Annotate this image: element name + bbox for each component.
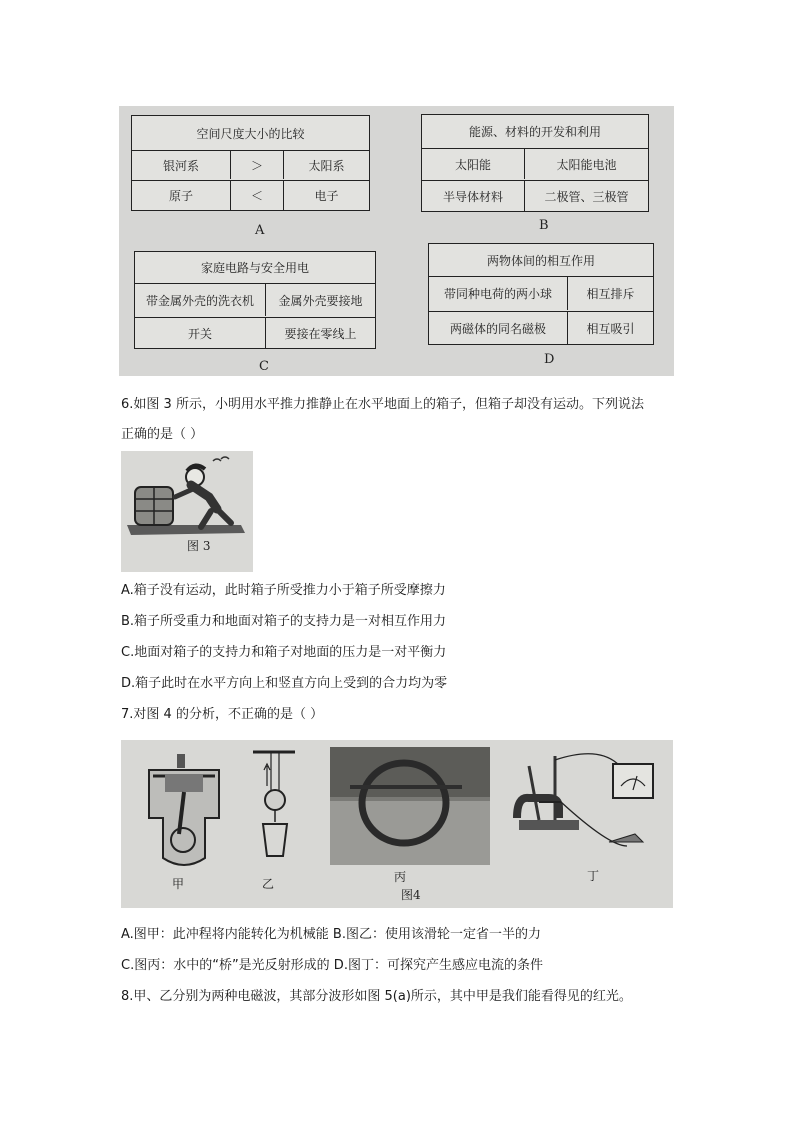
- table-cell: 带同种电荷的两小球: [443, 287, 552, 301]
- table-cell: ＜: [230, 181, 283, 210]
- engine-cylinder-illustration: [139, 748, 229, 873]
- tables-figure: [119, 106, 674, 376]
- q6-option-b: B.箱子所受重力和地面对箱子的支持力是一对相互作用力: [121, 614, 447, 629]
- rope: [271, 752, 279, 790]
- table-row: [132, 151, 369, 179]
- table-d: [428, 243, 654, 345]
- induction-apparatus-illustration: [509, 746, 669, 871]
- figure-3-caption: 图 3: [187, 539, 211, 553]
- table-row: [422, 180, 648, 211]
- table-b: [421, 114, 649, 212]
- table-cell: 相互排斥: [567, 277, 653, 310]
- stand: [529, 756, 555, 820]
- pulley-illustration: [249, 746, 299, 866]
- q6-option-d: D.箱子此时在水平方向上和竖直方向上受到的合力均为零: [121, 676, 448, 691]
- q7-options-line2: C.图丙：水中的“桥”是光反射形成的 D.图丁：可探究产生感应电流的条件: [121, 958, 543, 973]
- table-c-title: 家庭电路与安全用电: [135, 252, 375, 284]
- table-cell: 太阳能: [454, 157, 491, 172]
- table-row: [135, 284, 375, 316]
- table-row: [429, 311, 653, 344]
- figure-4-label-yi: 乙: [262, 877, 275, 891]
- table-cell: 相互吸引: [567, 312, 653, 344]
- figure-4-label-jia: 甲: [172, 877, 185, 891]
- table-c: [134, 251, 376, 349]
- table-row: [132, 180, 369, 210]
- table-cell: 半导体材料: [442, 189, 503, 204]
- figure-3: [121, 451, 253, 572]
- spark-plug: [177, 754, 185, 768]
- table-cell: 银河系: [162, 158, 199, 173]
- table-cell: ＞: [230, 151, 283, 179]
- boy-arm: [175, 489, 193, 497]
- table-a: [131, 115, 370, 211]
- table-row: [422, 149, 648, 179]
- table-cell: 带金属外壳的洗衣机: [145, 293, 254, 308]
- base: [519, 820, 579, 830]
- table-cell: 太阳系: [283, 151, 369, 179]
- q6-option-a: A.箱子没有运动，此时箱子所受推力小于箱子所受摩擦力: [121, 583, 446, 598]
- figure-4-caption: 图4: [401, 888, 421, 902]
- table-cell: 开关: [187, 327, 212, 341]
- panel-label-b: B: [539, 218, 549, 233]
- table-b-title: 能源、材料的开发和利用: [422, 115, 648, 149]
- figure-4: [121, 740, 673, 908]
- trees: [330, 747, 490, 797]
- galvanometer: [613, 764, 653, 798]
- table-row: [135, 317, 375, 349]
- bridge-reflection-photo: [330, 747, 490, 865]
- q7-stem: 7.对图 4 的分析，不正确的是（ ）: [121, 707, 324, 722]
- q8-stem: 8.甲、乙分别为两种电磁波，其部分波形如图 5(a)所示，其中甲是我们能看得见的红光。: [121, 989, 632, 1004]
- panel-label-d: D: [544, 352, 555, 367]
- effort-marks: [213, 457, 229, 461]
- piston: [165, 774, 203, 792]
- boy-legs: [201, 509, 231, 527]
- table-cell: 两磁体的同名磁极: [449, 321, 546, 336]
- table-cell: 要接在零线上: [265, 318, 375, 349]
- pulley-wheel: [265, 790, 285, 810]
- pull-arrow: [264, 764, 270, 786]
- table-a-title: 空间尺度大小的比较: [132, 116, 369, 151]
- panel-label-a: A: [255, 223, 265, 238]
- switch: [609, 834, 643, 842]
- table-cell: 金属外壳要接地: [265, 284, 375, 316]
- figure-4-label-bing: 丙: [394, 870, 407, 884]
- figure-4-label-ding: 丁: [587, 869, 600, 883]
- q6-stem-line1: 6.如图 3 所示，小明用水平推力推静止在水平地面上的箱子，但箱子却没有运动。下列说法: [121, 397, 644, 412]
- table-cell: 太阳能电池: [524, 149, 648, 179]
- table-cell: 电子: [283, 181, 369, 210]
- q6-option-c: C.地面对箱子的支持力和箱子对地面的压力是一对平衡力: [121, 645, 447, 660]
- table-cell: 二极管、三极管: [524, 181, 648, 211]
- q7-options-line1: A.图甲：此冲程将内能转化为机械能 B.图乙：使用该滑轮一定省一半的力: [121, 927, 541, 942]
- table-row: [429, 277, 653, 310]
- bucket: [263, 824, 287, 856]
- table-cell: 原子: [168, 189, 193, 203]
- ground-shape: [127, 525, 245, 535]
- table-d-title: 两物体间的相互作用: [429, 244, 653, 277]
- q6-stem-line2: 正确的是（ ）: [121, 427, 204, 442]
- water: [330, 801, 490, 865]
- panel-label-c: C: [259, 359, 269, 374]
